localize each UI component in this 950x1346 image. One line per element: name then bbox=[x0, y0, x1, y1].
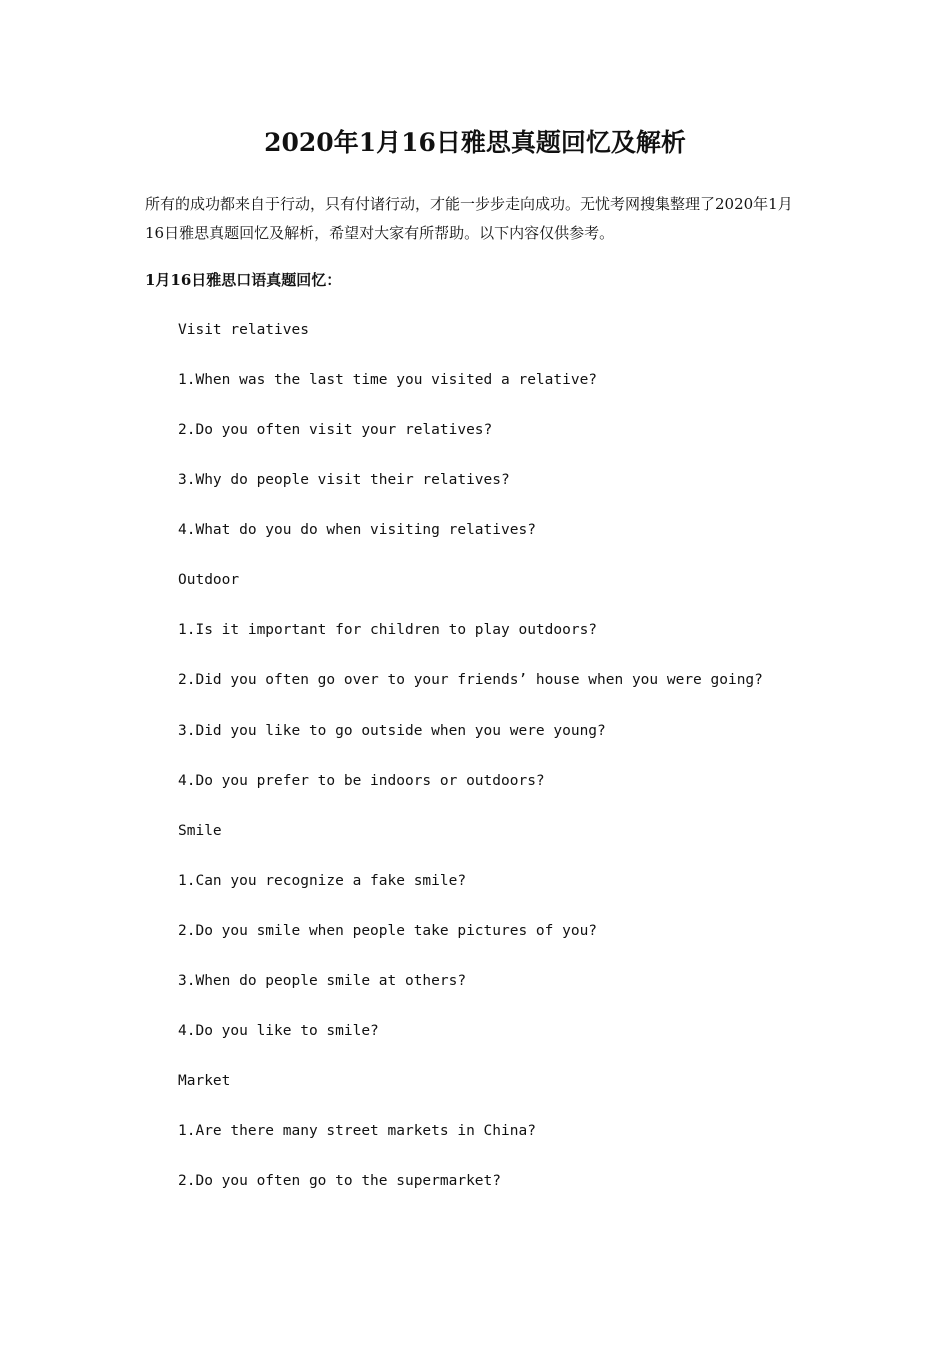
question-line: 1.When was the last time you visited a relative? bbox=[178, 372, 598, 389]
topic-heading: Smile bbox=[178, 822, 222, 839]
question-line: 3.Did you like to go outside when you were young? bbox=[178, 722, 606, 739]
topic-heading: Visit relatives bbox=[178, 322, 309, 338]
section-heading: 1月16日雅思口语真题回忆： bbox=[145, 271, 342, 289]
page-title: 2020年1月16日雅思真题回忆及解析 bbox=[264, 128, 686, 157]
topic-heading: Outdoor bbox=[178, 572, 240, 589]
question-line: 4.Do you prefer to be indoors or outdoors? bbox=[178, 772, 545, 789]
question-line: 4.What do you do when visiting relatives? bbox=[178, 522, 536, 539]
topic-heading: Market bbox=[178, 1072, 231, 1089]
question-line: 1.Is it important for children to play outdoors? bbox=[178, 622, 598, 639]
question-line: 2.Do you often go to the supermarket? bbox=[178, 1173, 502, 1190]
question-line: 2.Do you often visit your relatives? bbox=[178, 422, 493, 439]
question-line: 4.Do you like to smile? bbox=[178, 1022, 379, 1039]
question-line: 1.Are there many street markets in China? bbox=[178, 1123, 536, 1139]
question-line: 3.When do people smile at others? bbox=[178, 972, 467, 989]
question-line: 1.Can you recognize a fake smile? bbox=[178, 872, 467, 889]
intro-paragraph: 所有的成功都来自于行动，只有付诸行动，才能一步步走向成功。无忧考网搜集整理了2020年1月16日雅思真题回忆及解析，希望对大家有所帮助。以下内容仅供参考。 bbox=[145, 195, 793, 242]
question-line: 3.Why do people visit their relatives? bbox=[178, 472, 510, 489]
question-line: 2.Did you often go over to your friends’ house when you were going? bbox=[178, 672, 763, 689]
question-line: 2.Do you smile when people take pictures of you? bbox=[178, 922, 598, 939]
question-list bbox=[178, 316, 878, 1217]
